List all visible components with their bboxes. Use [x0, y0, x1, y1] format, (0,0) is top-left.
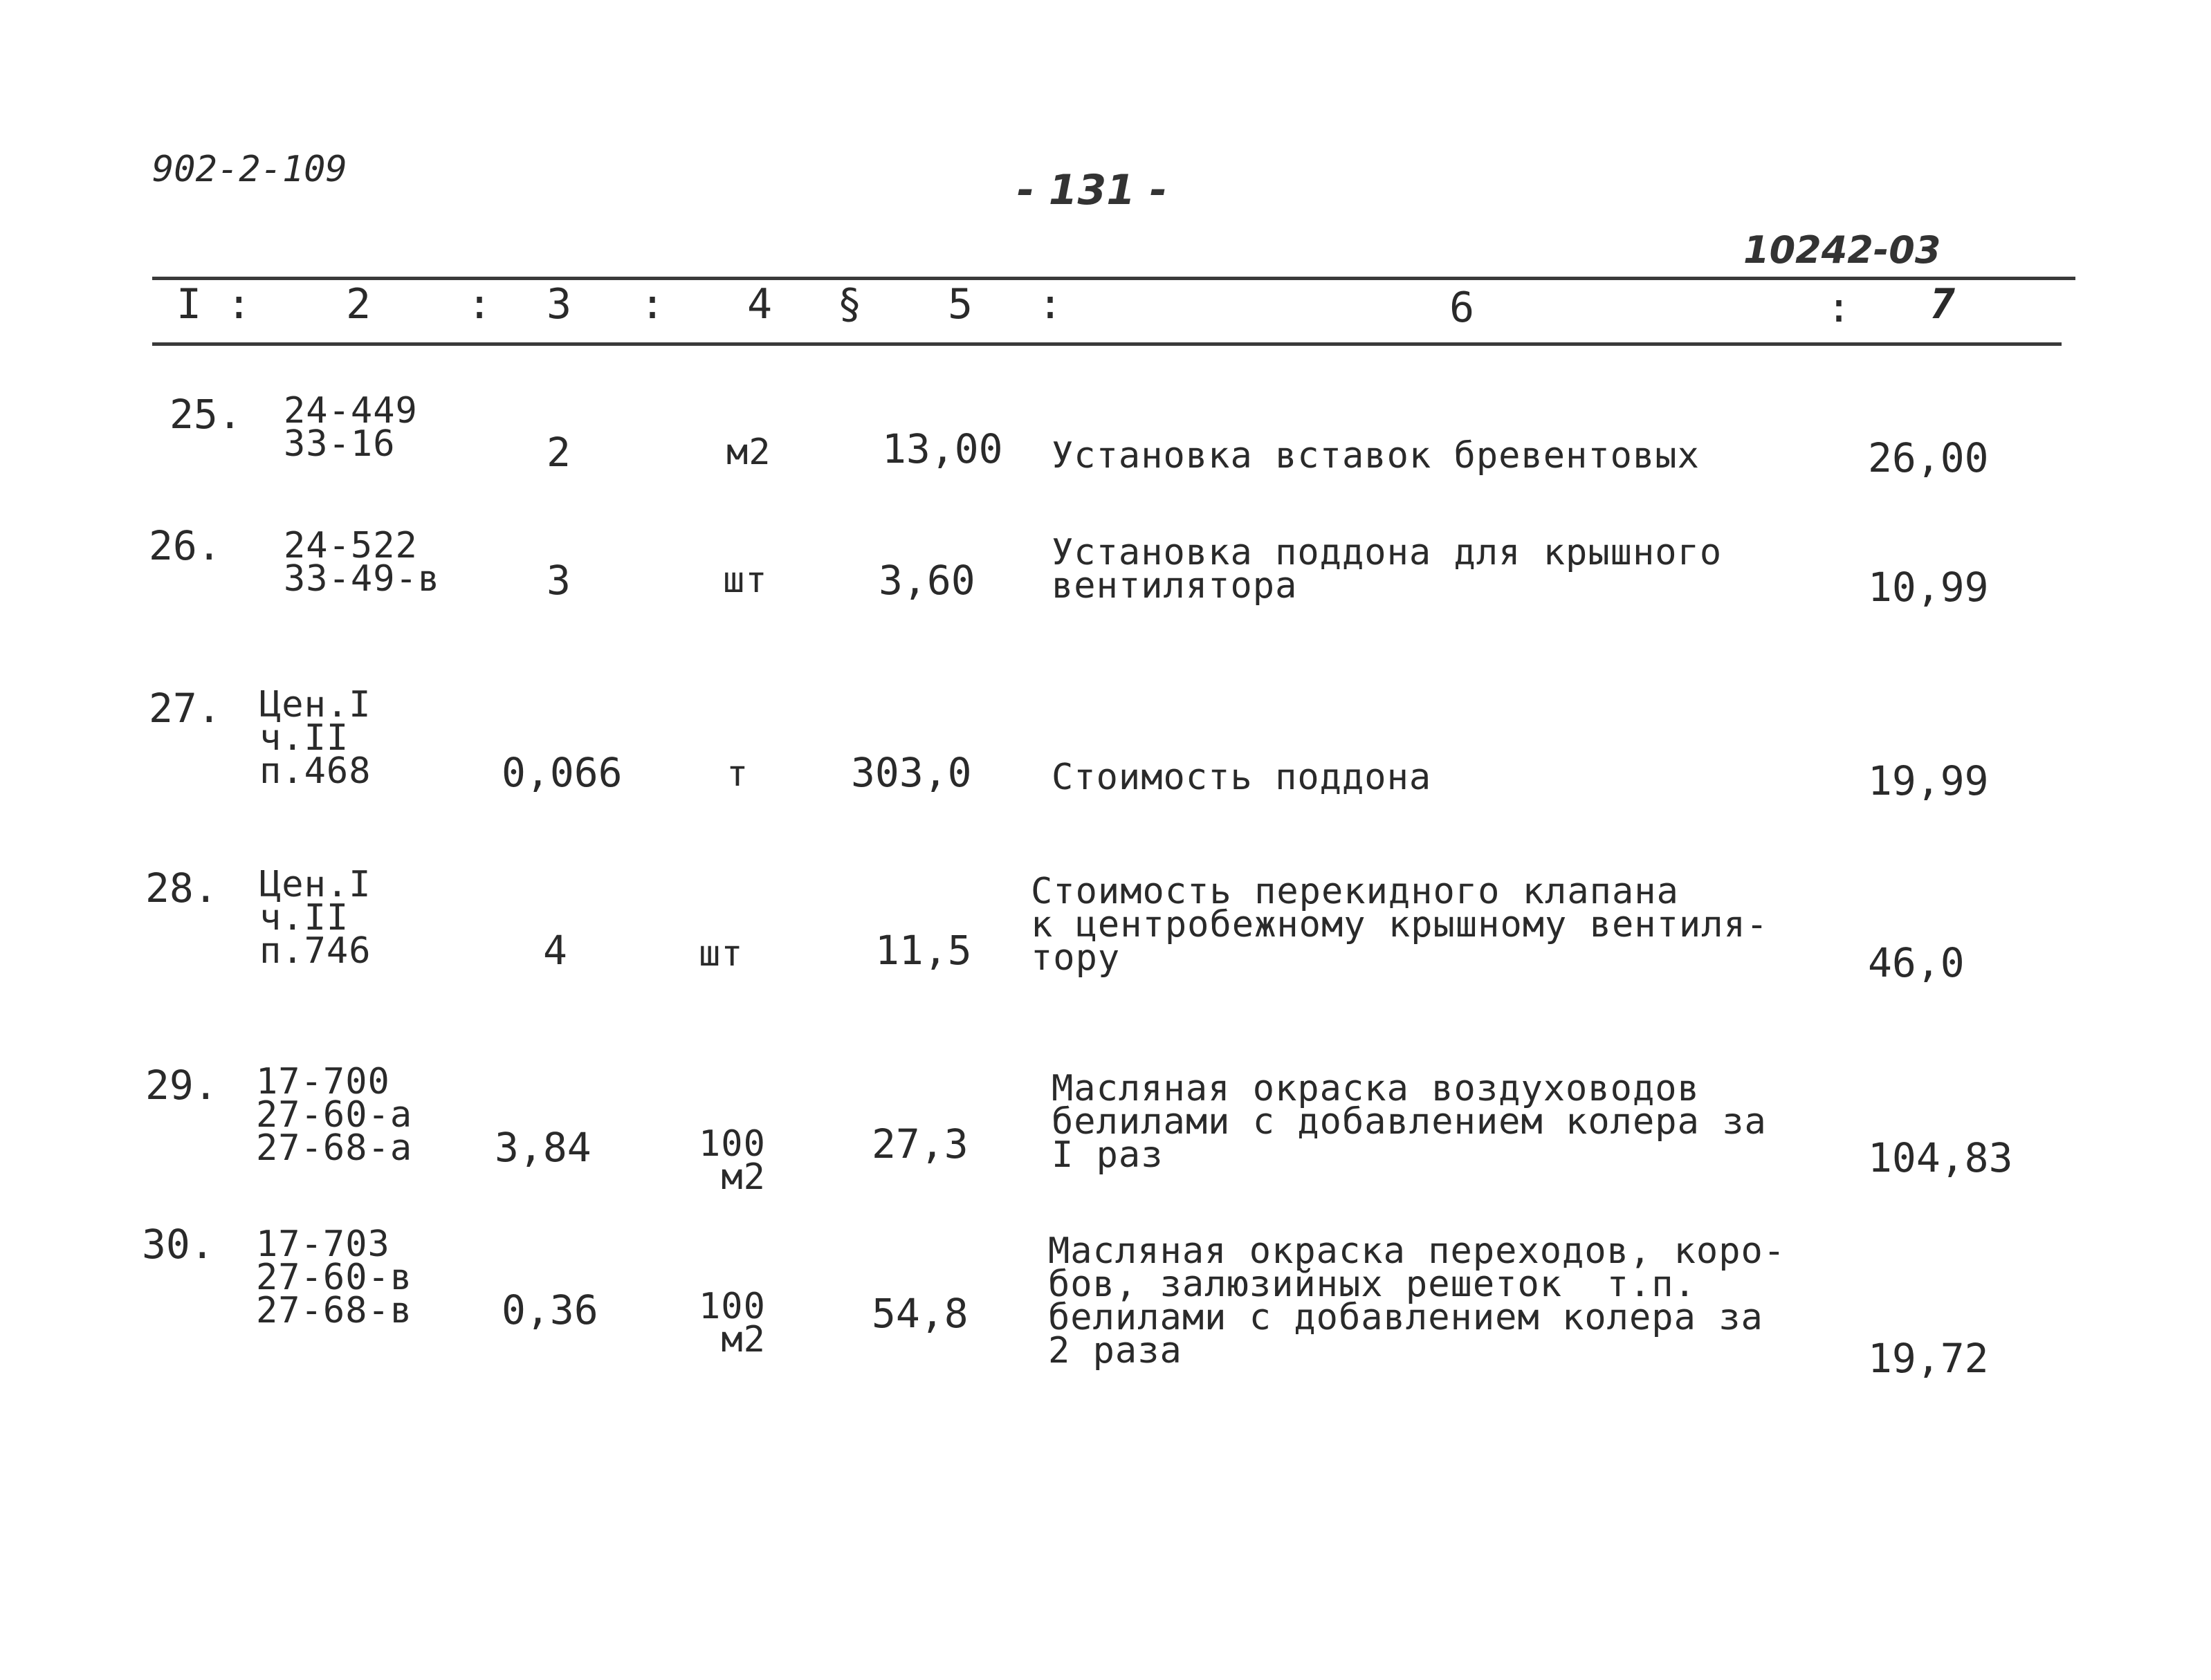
row-total: 46,0 [1868, 939, 1965, 986]
row-number: 30. [142, 1221, 214, 1268]
row-unit-price: 54,8 [872, 1290, 969, 1337]
row-quantity: 0,066 [502, 749, 623, 796]
row-total: 26,00 [1868, 434, 1989, 481]
row-unit-price: 27,3 [872, 1120, 969, 1167]
col-header-7: 7 [1930, 280, 1956, 329]
row-unit-price: 11,5 [875, 927, 972, 974]
document-code: 902-2-109 [152, 149, 347, 190]
row-unit-price: 13,00 [882, 425, 1003, 472]
row-unit: т [726, 753, 749, 795]
row-quantity: 0,36 [502, 1286, 598, 1333]
row-unit: 100 м2 [699, 1286, 766, 1360]
col-header-1: I : [176, 280, 252, 329]
row-quantity: 4 [543, 927, 567, 974]
row-total: 19,72 [1868, 1335, 1989, 1382]
row-code: 17-700 27-60-а 27-68-а [256, 1061, 413, 1169]
col-separator: : [467, 280, 493, 329]
row-unit: 100 м2 [699, 1123, 766, 1198]
table-top-rule [152, 277, 2075, 280]
row-code: Цен.I ч.II п.746 [259, 864, 371, 972]
row-code: 24-449 33-16 [284, 390, 418, 465]
page-number: - 131 - [1017, 166, 1167, 214]
row-unit-price: 303,0 [851, 749, 972, 796]
row-quantity: 3 [547, 557, 571, 604]
row-number: 25. [169, 391, 242, 438]
row-description: Масляная окраска переходов, коро- бов, залюзийных решеток т.п. белилами с добавлением колера за 2 раза [1048, 1230, 1786, 1372]
row-total: 10,99 [1868, 564, 1989, 611]
row-unit-price: 3,60 [879, 557, 975, 604]
row-quantity: 2 [547, 429, 571, 476]
row-total: 19,99 [1868, 757, 1989, 804]
row-number: 27. [149, 685, 221, 732]
row-unit: шт [699, 933, 744, 975]
row-description: Стоимость поддона [1052, 757, 1432, 798]
col-header-6: 6 [1449, 284, 1475, 332]
row-code: 17-703 27-60-в 27-68-в [256, 1224, 413, 1331]
row-number: 28. [145, 865, 218, 912]
col-separator: § [837, 280, 863, 329]
col-header-5: 5 [948, 280, 973, 329]
row-description: Установка вставок бревентовых [1052, 435, 1700, 477]
row-quantity: 3,84 [495, 1124, 591, 1171]
col-header-3: 3 [547, 280, 572, 329]
col-header-4: 4 [747, 280, 773, 329]
row-code: Цен.I ч.II п.468 [259, 684, 371, 792]
col-header-2: 2 [346, 280, 371, 329]
col-separator: : [1038, 280, 1063, 329]
col-separator: : [1826, 284, 1852, 332]
row-description: Масляная окраска воздуховодов белилами с добавлением колера за I раз [1052, 1068, 1767, 1176]
row-code: 24-522 33-49-в [284, 525, 441, 600]
row-number: 26. [149, 522, 221, 569]
table-header-bottom-rule [152, 342, 2062, 346]
row-description: Установка поддона для крышного вентилятора [1052, 532, 1723, 607]
row-unit: м2 [726, 432, 771, 473]
row-unit: шт [723, 560, 768, 601]
row-total: 104,83 [1868, 1134, 2013, 1181]
archive-code: 10242-03 [1743, 228, 1941, 272]
row-description: Стоимость перекидного клапана к центробежному крышному вентиля- тору [1031, 871, 1769, 979]
row-number: 29. [145, 1062, 218, 1109]
col-separator: : [640, 280, 666, 329]
